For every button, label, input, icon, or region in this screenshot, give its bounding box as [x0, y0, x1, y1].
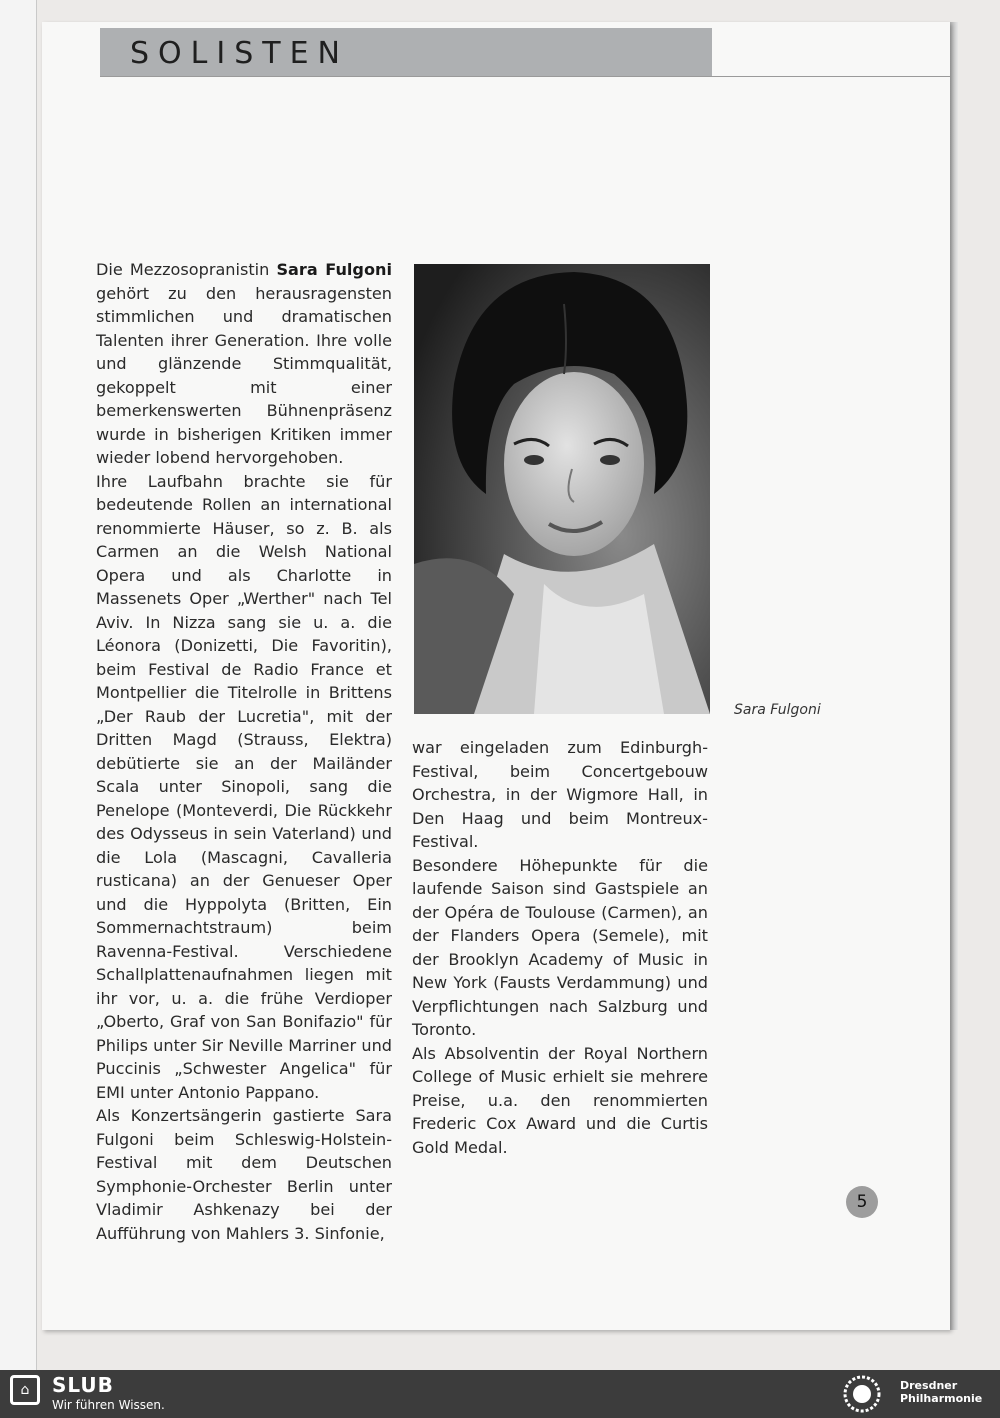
soloist-name: Sara Fulgoni — [276, 260, 392, 279]
section-title: SOLISTEN — [130, 36, 349, 71]
right-text-column — [412, 736, 708, 1159]
slub-logo-icon[interactable]: ⌂ — [10, 1375, 40, 1405]
paragraph-career: Ihre Laufbahn brachte sie für bedeutende Rollen an international renommierte Häuser, so z. B. als Carmen an die Welsh National Opera und als Charlotte in Massenets Oper „Werther" nach Tel Aviv. In Nizza sang sie u. a. die Léonora (Donizetti, Die Favoritin), beim Festival de Radio France et Montpellier die Titelrolle in Brittens „Der Raub der Lucretia", mit der Dritten Magd (Strauss, Elektra) debütierte sie an der Mailänder Scala unter Sinopoli, sang die Penelope (Monteverdi, Die Rückkehr des Odysseus in sein Vaterland) und die Lola (Mascagni, Cavalleria rusticana) an der Genueser Oper und die Hyppolyta (Britten, Ein Sommernachtstraum) beim Ravenna-Festival. Verschiedene Schallplattenaufnahmen liegen mit ihr vor, u. a. die frühe Verdioper „Oberto, Graf von San Bonifazio" für Philips unter Sir Neville Marriner und Puccinis „Schwester Angelica" für EMI unter Antonio Pappano. — [96, 471, 392, 1102]
document-page — [42, 22, 950, 1330]
paragraph-education: Als Absolventin der Royal Northern College of Music erhielt sie mehrere Preise, u.a. den renommierten Frederic Cox Award und die Curtis Gold Medal. — [412, 1043, 708, 1157]
slub-brand-name[interactable]: SLUB — [52, 1373, 114, 1397]
page-number-badge: 5 — [846, 1186, 878, 1218]
portrait-photo — [414, 264, 710, 714]
paragraph-season: Besondere Höhepunkte für die laufende Saison sind Gastspiele an der Opéra de Toulouse (Carmen), an der Flanders Opera (Semele), mit der Brooklyn Academy of Music in New York (Fausts Verdammung) und Verpflichtungen nach Salzburg und Toronto. — [412, 855, 708, 1039]
portrait-illustration — [414, 264, 710, 714]
previous-page-edge — [0, 0, 37, 1370]
header-rule — [100, 76, 950, 77]
paragraph-concerts: Als Konzertsängerin gastierte Sara Fulgoni beim Schleswig-Holstein-Festival mit dem Deutschen Symphonie-Orchester Berlin unter Vladimir Ashkenazy bei der Aufführung von Mahlers 3. Sinfonie, — [96, 1106, 392, 1243]
page-edge-shadow — [950, 22, 958, 1330]
left-text-column — [96, 258, 392, 1245]
philharmonie-logo-icon[interactable] — [842, 1374, 882, 1414]
photo-caption: Sara Fulgoni — [734, 702, 821, 718]
slub-tagline: Wir führen Wissen. — [52, 1398, 165, 1412]
footer-bar — [0, 1370, 1000, 1418]
philharmonie-name[interactable]: Dresdner Philharmonie — [900, 1379, 983, 1405]
paragraph-festivals: war eingeladen zum Edinburgh-Festival, beim Concertgebouw Orchestra, in der Wigmore Hall, in Den Haag und beim Montreux-Festival. — [412, 738, 708, 851]
paragraph-intro: Die Mezzosopranistin Sara Fulgoni gehört zu den herausragensten stimmlichen und dramatischen Talenten ihrer Generation. Ihre volle und glänzende Stimmqualität, gekoppelt mit einer bemerkenswerten Bühnenpräsenz wurde in bisherigen Kritiken immer wieder lobend hervorgehoben. — [96, 260, 392, 467]
